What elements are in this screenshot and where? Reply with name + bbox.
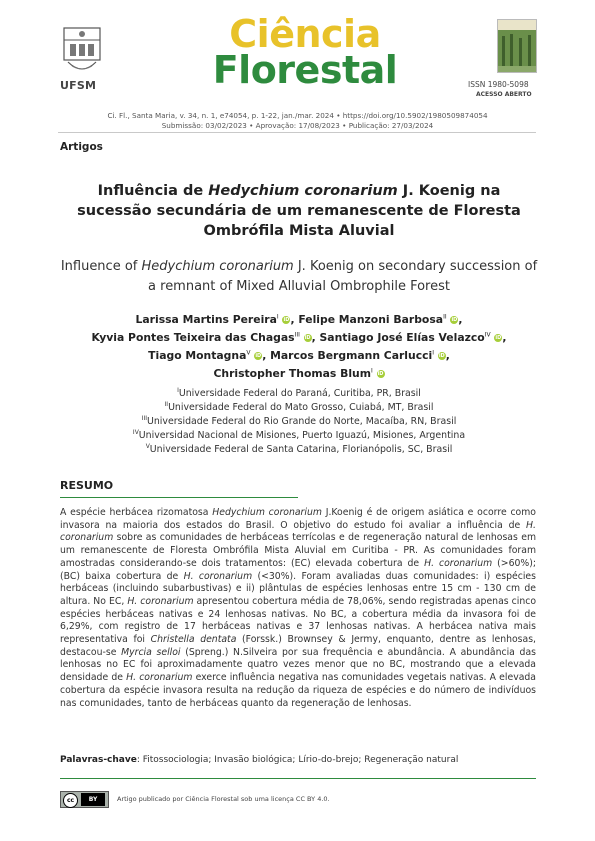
affiliation-text: Universidade Federal do Mato Grosso, Cuiabá, MT, Brasil xyxy=(168,402,434,414)
orcid-icon[interactable]: iD xyxy=(304,334,311,341)
abstract-text: J.Koenig é de origem asiática e ocorre como invasora na maioria dos estados do Brasil. O objetivo do estudo foi avaliar a influência de xyxy=(60,507,536,531)
author-name: Larissa Martins Pereira xyxy=(135,312,277,326)
title-en-species: Hedychium coronarium xyxy=(141,259,294,274)
keywords-label: Palavras-chave xyxy=(60,755,137,765)
author-separator: , xyxy=(290,312,299,326)
abstract-body xyxy=(60,507,536,710)
title-pt-part2: J. Koenig na sucessão secundária de um remanescente de Floresta Ombrófila Mista Aluvial xyxy=(77,183,521,239)
abstract-species: H. coronarium xyxy=(424,557,493,569)
abstract-species: Hedychium coronarium xyxy=(212,507,322,518)
author xyxy=(148,349,270,362)
cc-license-icon[interactable] xyxy=(60,791,109,808)
affiliation-sup: II xyxy=(164,400,169,408)
abstract-species: H. coronarium xyxy=(126,672,193,684)
author-affil-sup: II xyxy=(443,313,447,320)
author-name: Kyvia Pontes Teixeira das Chagas xyxy=(91,330,295,344)
abstract-text: (<30%). Foram avaliadas duas comunidades: i) espécies herbáceas (incluindo subarbustivas) e ii) plântulas de espécies lenhosas entre 15 cm - 130 cm de altura. No EC, xyxy=(60,570,536,607)
author-affil-sup: III xyxy=(294,331,300,339)
open-access-badge: ACESSO ABERTO xyxy=(476,91,532,98)
article-title-pt xyxy=(60,181,538,241)
author xyxy=(320,331,507,344)
abstract-species: Myrcia selloi xyxy=(121,646,181,658)
journal-logo-title xyxy=(190,12,420,92)
orcid-icon[interactable]: iD xyxy=(438,352,445,359)
abstract-text: (Forssk.) Brownsey & Jermy, enquanto, dentre as lenhosas, destacou-se xyxy=(60,634,537,658)
orcid-icon[interactable]: iD xyxy=(283,316,290,323)
title-en-part2: J. Koenig on secondary succession of a remnant of Mixed Alluvial Ombrophile Forest xyxy=(148,259,538,294)
institution-name: UFSM xyxy=(60,79,97,92)
header-divider xyxy=(58,132,536,133)
author-name: Felipe Manzoni Barbosa xyxy=(298,312,444,326)
author-name: Christopher Thomas Blum xyxy=(213,366,371,380)
issn-number: ISSN 1980-5098 xyxy=(468,80,529,89)
title-pt-part1: Influência de xyxy=(97,183,209,199)
author xyxy=(136,313,299,326)
abstract-heading: RESUMO xyxy=(60,479,114,492)
affiliation xyxy=(60,400,538,414)
affiliation-text: Universidade Federal de Santa Catarina, Florianópolis, SC, Brasil xyxy=(149,443,453,455)
journal-title-word2: Florestal xyxy=(212,48,398,92)
abstract-species: H. coronarium xyxy=(60,519,536,544)
author xyxy=(298,313,462,326)
affiliation xyxy=(60,414,538,428)
section-label: Artigos xyxy=(60,141,103,153)
cc-by-icon: BY xyxy=(81,793,105,806)
author xyxy=(270,349,450,362)
keywords-value: : Fitossociologia; Invasão biológica; Lírio-do-brejo; Regeneração natural xyxy=(136,755,459,765)
author-separator: , xyxy=(262,348,271,362)
affiliation-text: Universidade Federal do Paraná, Curitiba, PR, Brasil xyxy=(178,388,421,400)
affiliation-text: Universidade Federal do Rio Grande do Norte, Macaíba, RN, Brasil xyxy=(147,415,457,427)
author-separator: , xyxy=(311,330,320,344)
journal-title-word1: Ciência xyxy=(229,12,381,56)
affiliation-list xyxy=(60,386,538,456)
affiliation-sup: III xyxy=(141,414,147,422)
author-affil-sup: IV xyxy=(484,331,491,339)
affiliation-sup: V xyxy=(145,442,150,450)
author-name: Marcos Bergmann Carlucci xyxy=(270,348,433,362)
abstract-paragraph xyxy=(60,507,536,710)
affiliation xyxy=(60,442,538,456)
orcid-icon[interactable]: iD xyxy=(377,370,384,377)
affiliation-sup: I xyxy=(177,387,179,394)
abstract-text: exerce influência negativa nas comunidades vegetais nativas. A elevada cobertura da espécie invasora resulta na redução da riqueza de espécies e do número de indivíduos nas comunidades, tanto de herbáceas quanto da regeneração de lenhosas. xyxy=(60,672,536,709)
author-separator: , xyxy=(458,312,463,326)
author-affil-sup: I xyxy=(370,367,373,375)
affiliation xyxy=(60,428,538,442)
author-separator: , xyxy=(445,348,450,362)
abstract-text: (Spreng.) N.Silveira por sua frequência e abundância. A abundância das lenhosas no EC foi aproximadamente quatro vezes menor que no BC, mostrando que a elevada densidade de xyxy=(60,646,536,684)
author-affil-sup: V xyxy=(246,349,251,357)
abstract-text: A espécie herbácea rizomatosa xyxy=(60,507,213,518)
abstract-text: sobre as comunidades de herbáceas terrícolas e de regeneração natural de lenhosas em um remanescente de Floresta Ombrófila Mista Aluvial em Curitiba - PR. As comunidades foram amostradas considerando-se dois tratamentos: (EC) elevada cobertura de xyxy=(60,532,536,569)
keywords xyxy=(60,755,536,765)
article-title-en xyxy=(60,257,538,297)
affiliation xyxy=(60,386,538,400)
abstract-text: apresentou cobertura média de 78,06%, sendo registradas apenas cinco espécies herbáceas nativas e 24 lenhosas nativas. No BC, a cobertura média da invasora foi de 6,29%, com registro de 17 herbáceas nativas e 37 lenhosas nativas. A herbácea nativa mais representativa foi xyxy=(60,595,537,646)
abstract-text: (>60%); (BC) baixa cobertura de xyxy=(60,557,536,582)
orcid-icon[interactable]: iD xyxy=(255,352,262,359)
abstract-species: H. coronarium xyxy=(183,570,253,582)
abstract-species: H. coronarium xyxy=(127,595,194,607)
abstract-heading-rule xyxy=(60,497,298,498)
title-pt-species: Hedychium coronarium xyxy=(208,183,398,199)
affiliation-sup: IV xyxy=(132,428,139,436)
license-text: Artigo publicado por Ciência Florestal sob uma licença CC BY 4.0. xyxy=(117,795,330,803)
cc-icon: cc xyxy=(63,793,78,808)
orcid-icon[interactable]: iD xyxy=(495,334,502,341)
abstract-species: Christella dentata xyxy=(150,634,237,646)
affiliation-text: Universidad Nacional de Misiones, Puerto Iguazú, Misiones, Argentina xyxy=(138,429,466,441)
author-list xyxy=(60,309,538,381)
author-name: Tiago Montagna xyxy=(148,348,247,362)
author xyxy=(213,367,384,380)
submission-dates: Submissão: 03/02/2023 • Aprovação: 17/08/2023 • Publicação: 27/03/2024 xyxy=(161,121,434,130)
author xyxy=(92,331,320,344)
journal-cover-thumbnail xyxy=(497,19,537,73)
footer-divider xyxy=(60,778,536,779)
author-name: Santiago José Elías Velazco xyxy=(319,330,485,344)
orcid-icon[interactable]: iD xyxy=(451,316,458,323)
author-affil-sup: I xyxy=(276,313,279,320)
author-separator: , xyxy=(502,330,507,344)
citation-line[interactable]: Ci. Fl., Santa Maria, v. 34, n. 1, e74054, p. 1-22, jan./mar. 2024 • https://doi.org/10.5902/1980509874054 xyxy=(107,111,488,120)
title-en-part1: Influence of xyxy=(60,259,142,274)
author-affil-sup: I xyxy=(432,349,434,357)
